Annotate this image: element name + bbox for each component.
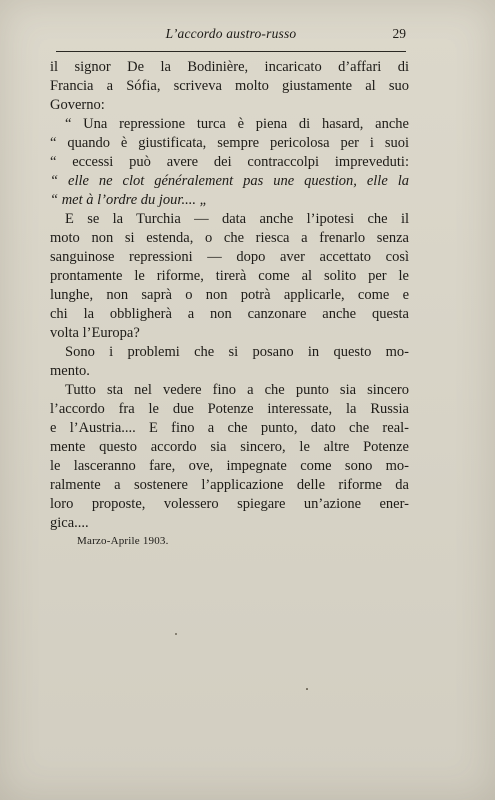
text-line: e l’Austria.... E fino a che punto, dato che real- xyxy=(50,420,409,436)
text-line: Governo: xyxy=(50,97,105,113)
running-title: L’accordo austro-russo xyxy=(165,26,297,41)
text-line: Francia a Sófia, scriveva molto giustamente al suo xyxy=(50,78,409,94)
date-line: Marzo-Aprile 1903. xyxy=(77,535,169,547)
quote-line-french: “ elle ne clot généralement pas une question, elle la xyxy=(50,173,409,189)
text-line: ralmente a sostenere l’applicazione delle riforme da xyxy=(50,477,409,493)
body-text xyxy=(50,58,409,533)
text-line: volta l’Europa? xyxy=(50,325,140,341)
text-line: mente questo accordo sia sincero, le altre Potenze xyxy=(50,439,409,455)
text-line: lunghe, non saprà o non potrà applicarle, come e xyxy=(50,287,409,303)
text-line: sanguinose repressioni — dopo aver accettato così xyxy=(50,249,409,265)
quote-line-french: “ met à l’ordre du jour.... „ xyxy=(50,192,208,208)
quote-line: “ quando è giustificata, sempre pericolosa per i suoi xyxy=(50,135,409,151)
header-rule xyxy=(56,51,406,52)
quote-line: “ Una repressione turca è piena di hasard, anche xyxy=(65,116,409,132)
text-line: chi la obbligherà a non canzonare anche questa xyxy=(50,306,409,322)
text-line: l’accordo fra le due Potenze interessate, la Russia xyxy=(50,401,409,417)
text-line: prontamente le riforme, tirerà come al solito per le xyxy=(50,268,409,284)
text-line: loro proposte, volessero spiegare un’azione ener- xyxy=(50,496,409,512)
quote-line: “ eccessi può avere dei contraccolpi impreveduti: xyxy=(50,154,409,170)
paper-speck xyxy=(306,688,308,690)
text-line: mento. xyxy=(50,363,90,379)
paper-speck xyxy=(175,633,177,635)
text-line: moto non si estenda, o che riesca a frenarlo senza xyxy=(50,230,409,246)
page-number: 29 xyxy=(392,26,406,41)
running-head xyxy=(56,26,406,46)
text-line: Tutto sta nel vedere fino a che punto sia sincero xyxy=(65,382,409,398)
text-line: gica.... xyxy=(50,515,89,531)
text-line: le lasceranno fare, ove, impegnate come sono mo- xyxy=(50,458,409,474)
text-line: Sono i problemi che si posano in questo mo- xyxy=(65,344,409,360)
text-line: il signor De la Bodinière, incaricato d’affari di xyxy=(50,59,409,75)
text-line: E se la Turchia — data anche l’ipotesi che il xyxy=(65,211,409,227)
